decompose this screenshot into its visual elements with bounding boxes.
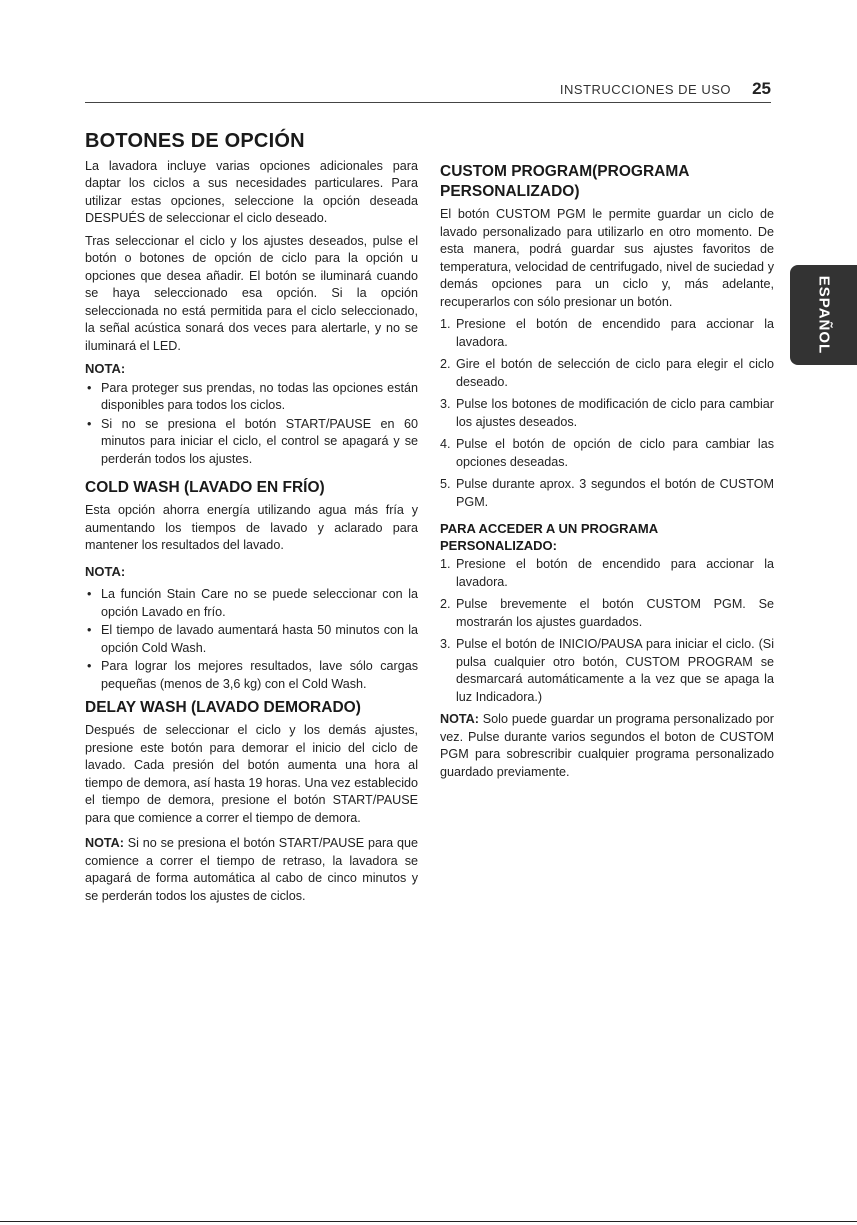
save-steps-list: [440, 316, 774, 511]
intro-paragraph-1: La lavadora incluye varias opciones adicionales para daptar los ciclos a sus necesidades particulares. Para utilizar estas opciones, seleccione la opción deseada DESPUÉS de seleccionar el ciclo deseado.: [85, 158, 418, 225]
delay-wash-note: [85, 835, 418, 905]
step-number: 2.: [440, 597, 451, 611]
delay-wash-heading: DELAY WASH (LAVADO DEMORADO): [85, 699, 361, 716]
list-item: [440, 316, 774, 351]
list-item: [440, 636, 774, 706]
list-item: [440, 356, 774, 391]
custom-program-paragraph: El botón CUSTOM PGM le permite guardar un ciclo de lavado personalizado para utilizarlo en otro momento. De esta manera, podrá guardar sus ajustes favoritos de temperatura, velocidad de centrifugado, nivel de suciedad y demás opciones para un ciclo y, más adelante, recuperarlos con sólo presionar un botón.: [440, 207, 774, 309]
step-text: Presione el botón de encendido para accionar la lavadora.: [456, 317, 774, 349]
list-item: • Si no se presiona el botón START/PAUSE en 60 minutos para iniciar el ciclo, el control se apagará y se perderán todos los ajustes.: [85, 416, 418, 469]
list-item: • El tiempo de lavado aumentará hasta 50 minutos con la opción Cold Wash.: [85, 622, 418, 657]
step-number: 1.: [440, 557, 451, 571]
list-item: [440, 556, 774, 591]
list-item: • Para proteger sus prendas, no todas las opciones están disponibles para todos los ciclos.: [85, 380, 418, 415]
page-title: BOTONES DE OPCIÓN: [85, 130, 305, 152]
step-number: 1.: [440, 317, 451, 331]
list-item: • La función Stain Care no se puede seleccionar con la opción Lavado en frío.: [85, 586, 418, 621]
note-label: NOTA:: [85, 836, 124, 850]
step-number: 5.: [440, 477, 451, 491]
list-item: [440, 396, 774, 431]
list-item: [440, 476, 774, 511]
header-section-title: INSTRUCCIONES DE USO: [559, 82, 731, 97]
list-item: • Para lograr los mejores resultados, lave sólo cargas pequeñas (menos de 3,6 kg) con el Cold Wash.: [85, 658, 418, 693]
note-text: Solo puede guardar un programa personalizado por vez. Pulse durante varios segundos el boton de CUSTOM PGM para sobrescribir cualquier programa personalizado guardado previamente.: [440, 712, 774, 779]
cold-wash-paragraph: Esta opción ahorra energía utilizando agua más fría y aumentando los tiempos de lavado y aclarado para mantener los resultados del lavado.: [85, 503, 418, 552]
step-text: Gire el botón de selección de ciclo para elegir el ciclo deseado.: [456, 357, 774, 389]
access-steps-list: [440, 556, 774, 706]
step-number: 3.: [440, 637, 451, 651]
step-number: 4.: [440, 437, 451, 451]
note-text: Si no se presiona el botón START/PAUSE para que comience a correr el tiempo de retraso, la lavadora se apagará de forma automática al cabo de cinco minutos y se perderán todos los ajustes de ciclos.: [85, 836, 418, 903]
language-tab-label: ESPAÑOL: [815, 275, 832, 355]
custom-program-note: [440, 711, 774, 781]
step-text: Pulse los botones de modificación de ciclo para cambiar los ajustes deseados.: [456, 397, 774, 429]
note-label: NOTA:: [85, 563, 126, 579]
custom-program-heading: CUSTOM PROGRAM(PROGRAMA PERSONALIZADO): [440, 163, 689, 200]
cold-wash-note-list: [85, 586, 418, 693]
step-text: Pulse el botón de opción de ciclo para cambiar las opciones deseadas.: [456, 437, 774, 469]
delay-wash-paragraph: Después de seleccionar el ciclo y los demás ajustes, presione este botón para demorar el inicio del ciclo de lavado. Cada presión del botón aumenta una hora al tiempo de demora, así hasta 19 horas. Una vez establecido el tiempo de demora, presione el botón START/PAUSE para que comience a correr el tiempo de demora.: [85, 723, 418, 825]
note-label: NOTA:: [85, 361, 126, 376]
step-text: Pulse durante aprox. 3 segundos el botón de CUSTOM PGM.: [456, 477, 774, 509]
list-item: [440, 436, 774, 471]
left-column: [85, 130, 418, 910]
language-tab: [790, 265, 857, 365]
step-number: 3.: [440, 397, 451, 411]
footer-rule: [0, 1221, 857, 1222]
page-header: [85, 80, 771, 103]
access-program-heading: PARA ACCEDER A UN PROGRAMA PERSONALIZADO:: [440, 521, 658, 553]
step-text: Presione el botón de encendido para accionar la lavadora.: [456, 557, 774, 589]
intro-paragraph-2: Tras seleccionar el ciclo y los ajustes deseados, pulse el botón o botones de opción de ciclo para la opción u opciones que desea añadir. El botón se iluminará cuando se haya seleccionado esa opción. Si la opción seleccionada no está permitida para el ciclo seleccionado, la señal acústica sonará dos veces para alertarle, y no se iluminará el LED.: [85, 233, 418, 353]
note-list: [85, 380, 418, 469]
step-text: Pulse el botón de INICIO/PAUSA para iniciar el ciclo. (Si pulsa cualquier otro botón, CUSTOM PROGRAM se desmarcará automáticamente a la vez que se apaga la luz Indicadora.): [456, 637, 774, 704]
note-label: NOTA:: [440, 712, 479, 726]
cold-wash-heading: COLD WASH (LAVADO EN FRÍO): [85, 479, 325, 496]
page-number: 25: [752, 79, 771, 98]
right-column: [440, 162, 774, 786]
list-item: [440, 596, 774, 631]
step-text: Pulse brevemente el botón CUSTOM PGM. Se mostrarán los ajustes guardados.: [456, 597, 774, 629]
step-number: 2.: [440, 357, 451, 371]
